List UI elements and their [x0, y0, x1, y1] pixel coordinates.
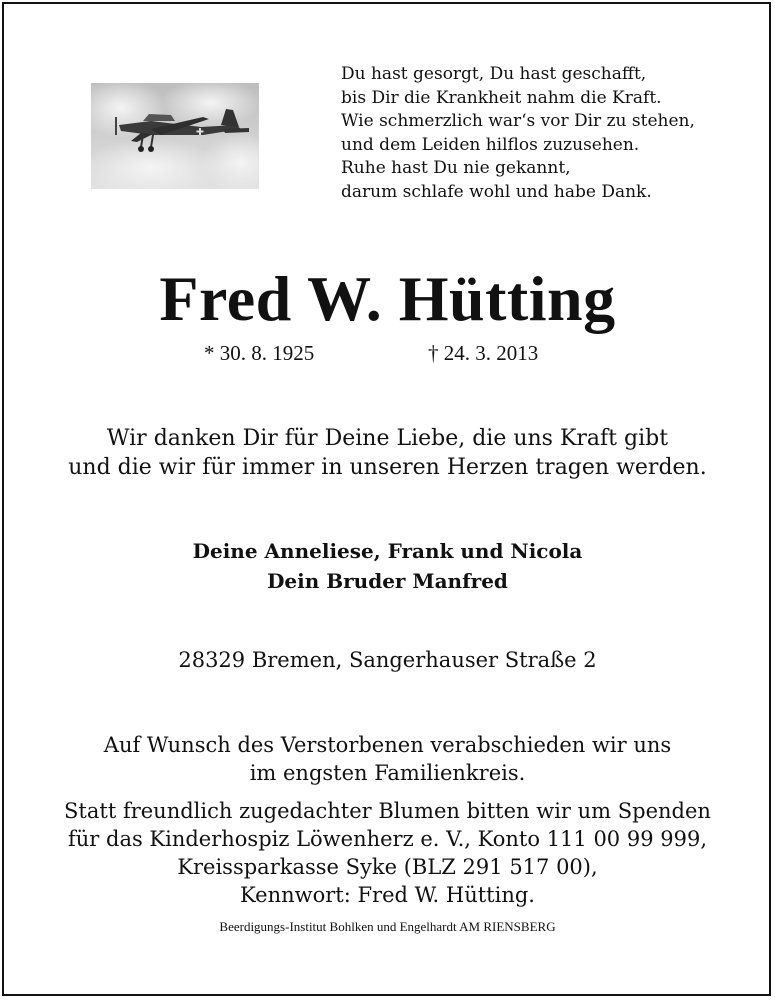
wish-line: im engsten Familienkreis.	[249, 761, 526, 785]
thanks-line: Wir danken Dir für Deine Liebe, die uns Kraft gibt	[106, 426, 669, 451]
address: 28329 Bremen, Sangerhauser Straße 2	[178, 648, 597, 672]
poem-line: bis Dir die Krankheit nahm die Kraft.	[341, 87, 662, 108]
poem-line: Du hast gesorgt, Du hast geschafft,	[341, 64, 647, 84]
funeral-wish	[0, 731, 775, 787]
poem-line: Wie schmerzlich war‘s vor Dir zu stehen,	[341, 111, 695, 131]
thanks-text	[0, 424, 775, 482]
birth-date: * 30. 8. 1925	[204, 341, 315, 365]
family-signatures	[0, 536, 775, 596]
airplane-photo	[91, 83, 259, 189]
donation-line: Kreissparkasse Syke (BLZ 291 517 00),	[177, 855, 598, 879]
thanks-line: und die wir für immer in unseren Herzen tragen werden.	[68, 455, 707, 480]
death-date: † 24. 3. 2013	[428, 341, 539, 365]
funeral-institute: Beerdigungs-Institut Bohlken und Engelhardt AM RIENSBERG	[219, 919, 556, 934]
poem	[341, 63, 695, 204]
wish-line: Auf Wunsch des Verstorbenen verabschieden wir uns	[103, 733, 672, 757]
family-line: Dein Bruder Manfred	[267, 569, 508, 593]
airplane-image	[91, 83, 259, 189]
family-line: Deine Anneliese, Frank und Nicola	[192, 539, 583, 563]
donation-line: für das Kinderhospiz Löwenherz e. V., Konto 111 00 99 999,	[67, 827, 707, 851]
poem-line: darum schlafe wohl und habe Dank.	[341, 181, 652, 202]
poem-line: Ruhe hast Du nie gekannt,	[341, 158, 571, 178]
donation-request	[0, 797, 775, 909]
deceased-name: Fred W. Hütting	[159, 263, 616, 334]
donation-line: Kennwort: Fred W. Hütting.	[240, 883, 535, 907]
donation-line: Statt freundlich zugedachter Blumen bitten wir um Spenden	[64, 799, 711, 823]
poem-line: und dem Leiden hilflos zuzusehen.	[341, 134, 640, 155]
